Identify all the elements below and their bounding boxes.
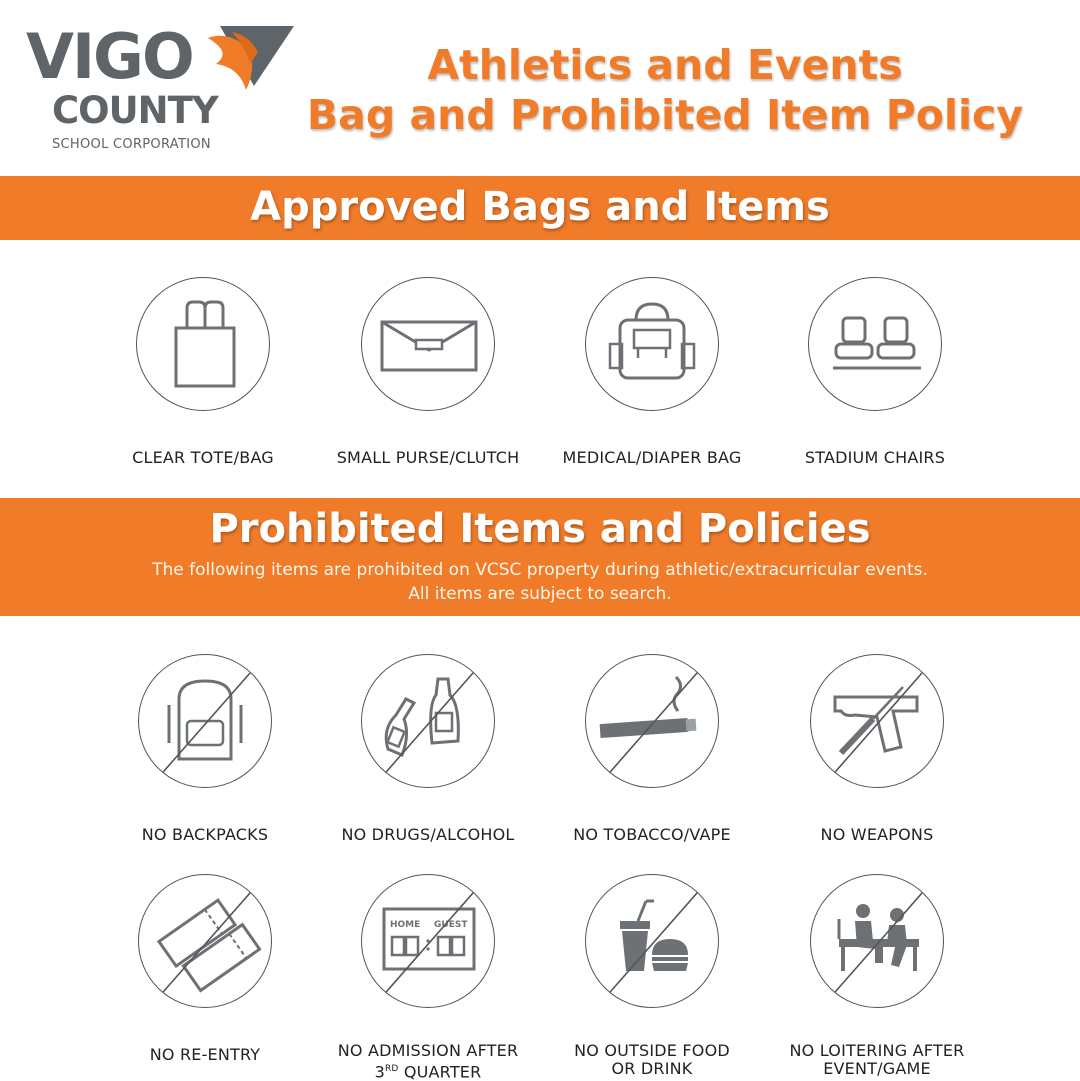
admission-label-number: 3 bbox=[374, 1062, 385, 1081]
logo-school-corporation-text: SCHOOL CORPORATION bbox=[52, 137, 211, 152]
tote-circle bbox=[136, 277, 270, 411]
stadium-chairs-icon bbox=[809, 278, 941, 410]
prohibited-label-food-drink bbox=[537, 1042, 767, 1078]
approved-label-tote: CLEAR TOTE/BAG bbox=[132, 448, 274, 467]
food-drink-icon bbox=[586, 875, 718, 1007]
food-drink-label-line2: OR DRINK bbox=[611, 1059, 693, 1078]
loitering-label-line1: NO LOITERING AFTER bbox=[789, 1041, 965, 1060]
stadium-chairs-circle bbox=[808, 277, 942, 411]
admission-label-line2 bbox=[313, 1060, 543, 1081]
approved-label-diaper-bag: MEDICAL/DIAPER BAG bbox=[562, 448, 742, 467]
approved-item-diaper-bag bbox=[537, 277, 767, 467]
tote-bag-icon bbox=[137, 278, 269, 410]
prohibited-label-tobacco-vape: NO TOBACCO/VAPE bbox=[573, 825, 731, 844]
prohibited-heading-band bbox=[0, 498, 1080, 616]
weapons-circle bbox=[810, 654, 944, 788]
bottles-icon bbox=[362, 655, 494, 787]
vigo-county-logo bbox=[22, 20, 282, 160]
prohibited-label-re-entry: NO RE-ENTRY bbox=[149, 1045, 261, 1064]
approved-item-tote bbox=[88, 277, 318, 467]
food-drink-label-line1: NO OUTSIDE FOOD bbox=[574, 1041, 730, 1060]
prohibited-item-backpacks bbox=[90, 654, 320, 844]
prohibited-item-re-entry bbox=[90, 874, 320, 1064]
scoreboard-guest-text: GUEST bbox=[434, 920, 468, 930]
diaper-bag-icon bbox=[586, 278, 718, 410]
backpacks-circle bbox=[138, 654, 272, 788]
prohibited-item-food-drink bbox=[537, 874, 767, 1078]
scoreboard-icon bbox=[362, 875, 494, 1007]
backpack-icon bbox=[139, 655, 271, 787]
scoreboard-home-text: HOME bbox=[390, 920, 421, 930]
diaper-bag-circle bbox=[585, 277, 719, 411]
loitering-icon bbox=[811, 875, 943, 1007]
prohibited-label-loitering bbox=[762, 1042, 992, 1078]
loitering-circle bbox=[810, 874, 944, 1008]
page-title-line1: Athletics and Events bbox=[427, 41, 903, 89]
admission-label-line1: NO ADMISSION AFTER bbox=[337, 1041, 519, 1060]
prohibited-label-weapons: NO WEAPONS bbox=[820, 825, 934, 844]
clutch-circle bbox=[361, 277, 495, 411]
logo-vigo-text: VIGO bbox=[26, 20, 193, 93]
prohibited-heading: Prohibited Items and Policies bbox=[209, 506, 871, 552]
tobacco-vape-circle bbox=[585, 654, 719, 788]
clutch-icon bbox=[362, 278, 494, 410]
prohibited-item-drugs-alcohol bbox=[313, 654, 543, 844]
re-entry-circle bbox=[138, 874, 272, 1008]
food-drink-circle bbox=[585, 874, 719, 1008]
loitering-label-line2: EVENT/GAME bbox=[823, 1059, 931, 1078]
drugs-alcohol-circle bbox=[361, 654, 495, 788]
prohibited-item-weapons bbox=[762, 654, 992, 844]
approved-heading: Approved Bags and Items bbox=[250, 184, 830, 230]
approved-label-clutch: SMALL PURSE/CLUTCH bbox=[336, 448, 520, 467]
prohibited-subtext-line1: The following items are prohibited on VCSC property during athletic/extracurricular events. bbox=[152, 560, 928, 580]
prohibited-label-admission bbox=[313, 1042, 543, 1081]
prohibited-subtext-line2: All items are subject to search. bbox=[408, 584, 672, 604]
approved-heading-band bbox=[0, 176, 1080, 240]
prohibited-item-loitering bbox=[762, 874, 992, 1078]
admission-label-sup: RD bbox=[384, 1064, 399, 1074]
page-title-line2: Bag and Prohibited Item Policy bbox=[306, 91, 1024, 139]
prohibited-item-admission bbox=[313, 874, 543, 1081]
tickets-icon bbox=[139, 875, 271, 1007]
weapons-icon bbox=[811, 655, 943, 787]
admission-label-quarter: QUARTER bbox=[398, 1062, 482, 1081]
prohibited-item-tobacco-vape bbox=[537, 654, 767, 844]
logo-county-text: COUNTY bbox=[52, 89, 218, 132]
approved-item-stadium-chairs bbox=[760, 277, 990, 467]
prohibited-label-backpacks: NO BACKPACKS bbox=[141, 825, 269, 844]
approved-label-stadium-chairs: STADIUM CHAIRS bbox=[804, 448, 946, 467]
admission-circle bbox=[361, 874, 495, 1008]
cigarette-icon bbox=[586, 655, 718, 787]
prohibited-label-drugs-alcohol: NO DRUGS/ALCOHOL bbox=[341, 825, 515, 844]
approved-item-clutch bbox=[313, 277, 543, 467]
